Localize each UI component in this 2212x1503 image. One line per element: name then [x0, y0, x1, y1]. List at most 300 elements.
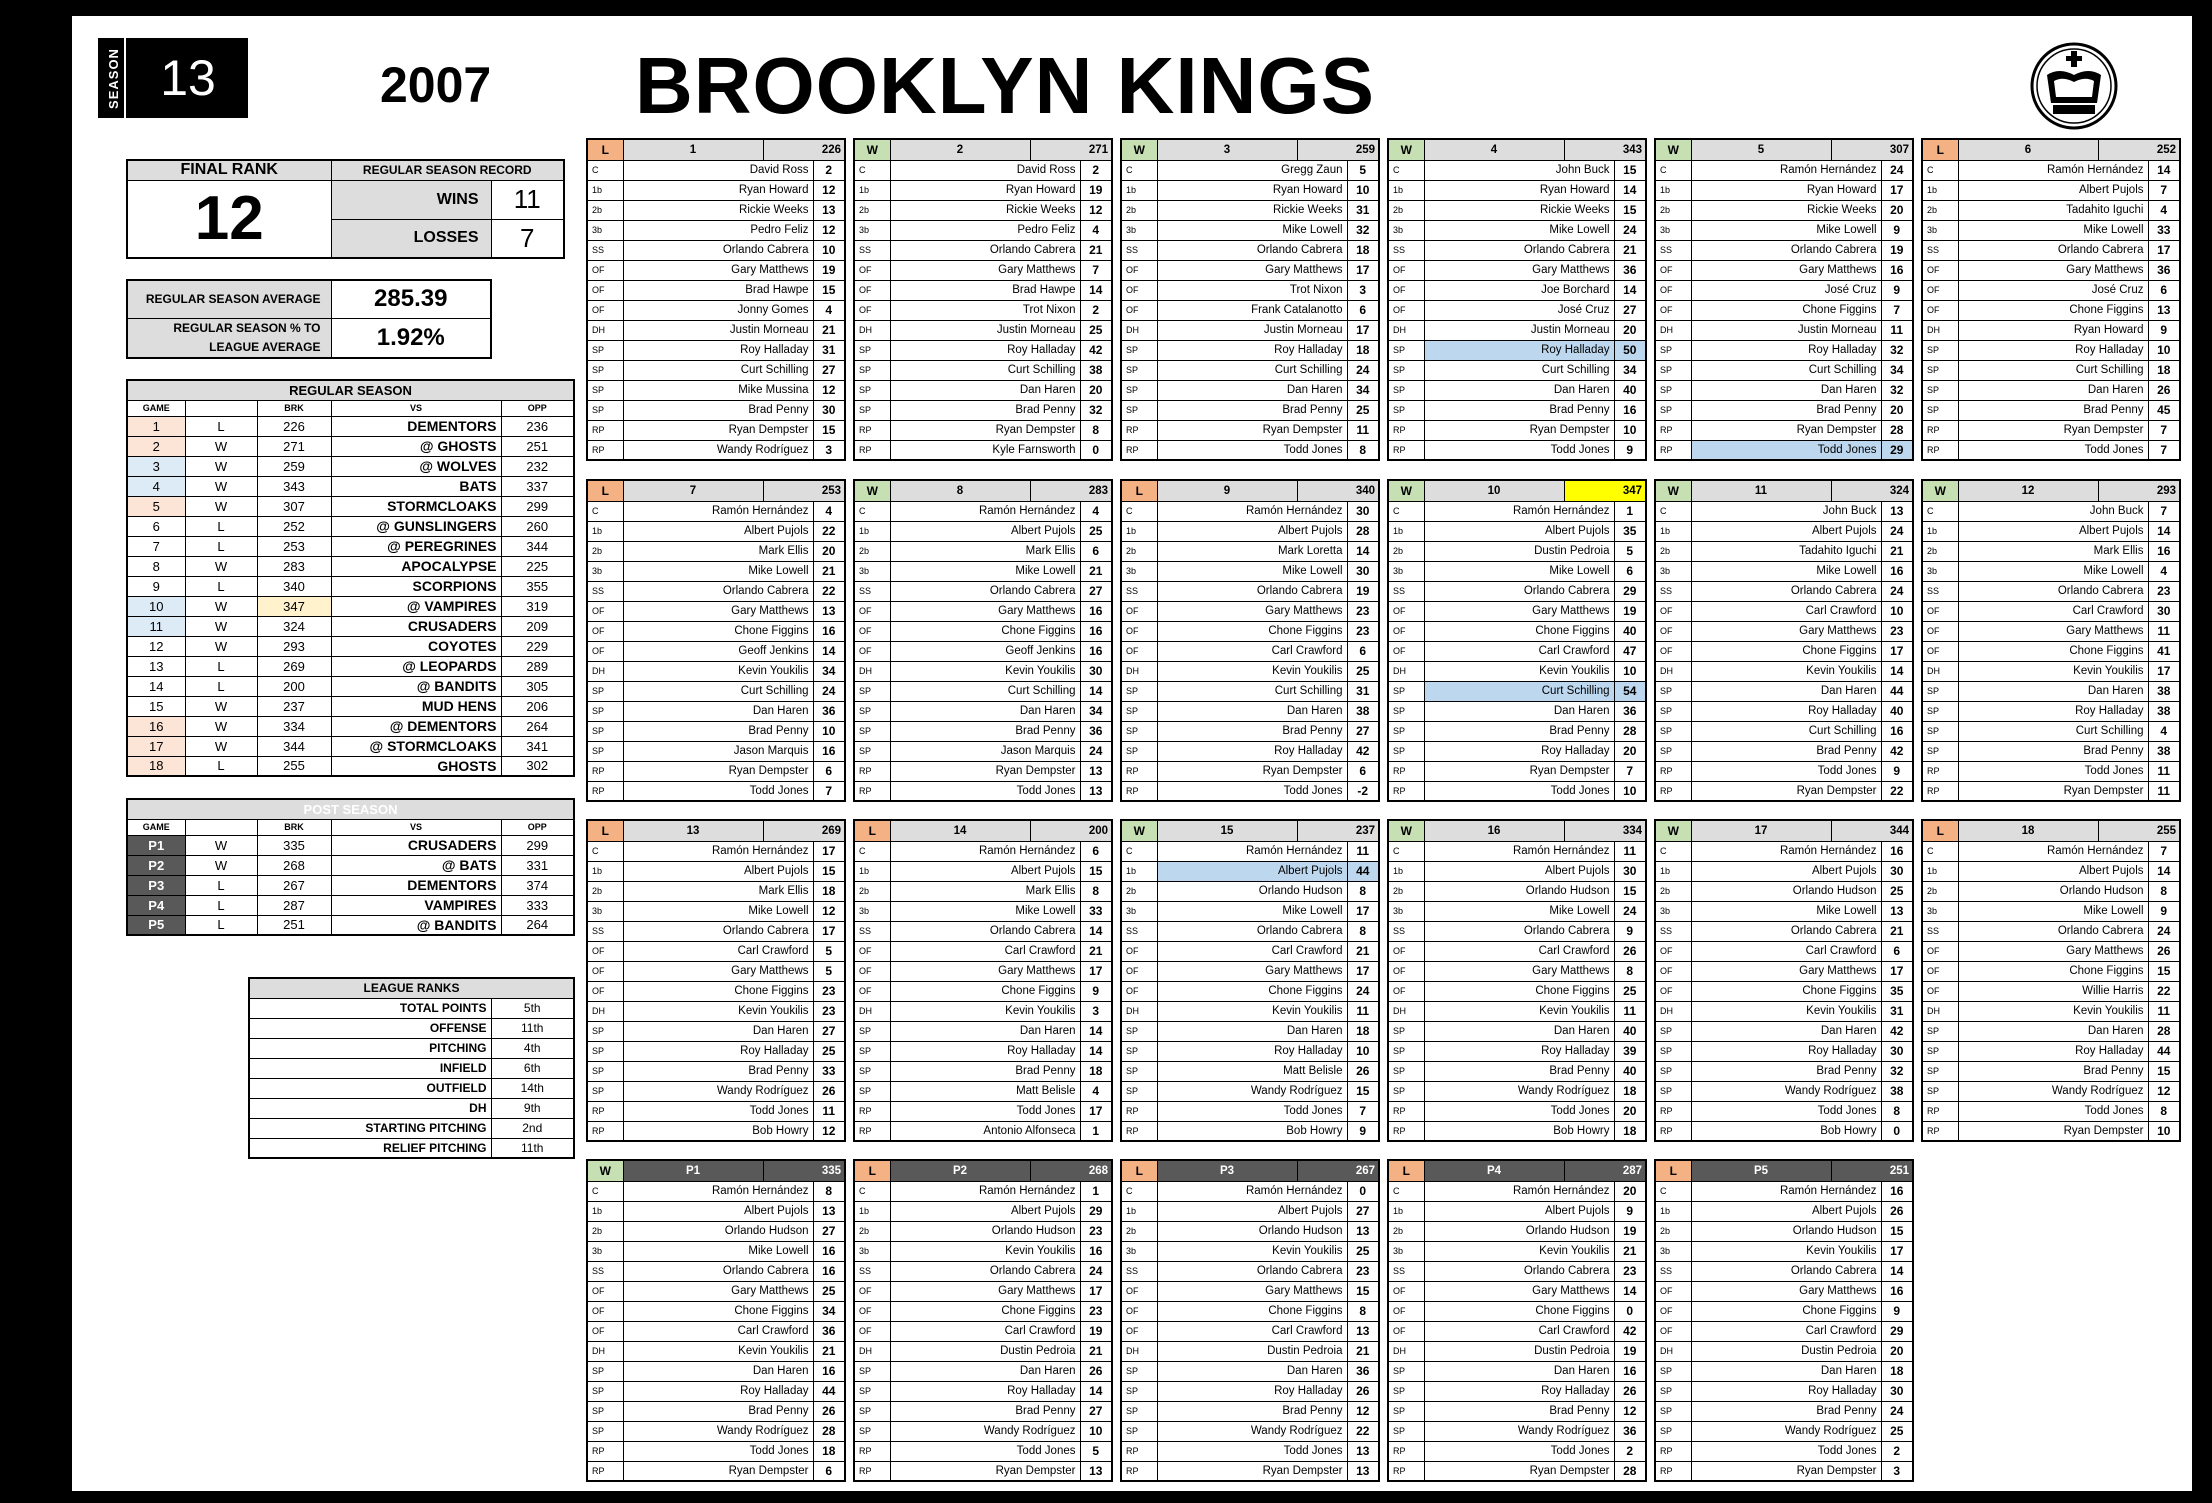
player-row [1922, 260, 2180, 280]
player-row [1121, 1261, 1379, 1281]
player-row [587, 621, 845, 641]
player-name: Albert Pujols [623, 1201, 813, 1221]
player-points: 0 [1614, 1301, 1646, 1321]
player-row [1388, 1241, 1646, 1261]
player-name: Carl Crawford [1157, 641, 1347, 661]
player-position: RP [854, 761, 890, 781]
player-row [587, 941, 845, 961]
player-name: Dan Haren [1958, 380, 2148, 400]
player-row [854, 501, 1112, 521]
player-row [854, 641, 1112, 661]
player-points: 28 [813, 1421, 845, 1441]
player-row [587, 1181, 845, 1201]
schedule-row [127, 636, 574, 656]
player-position: 1b [1121, 521, 1157, 541]
player-row [854, 941, 1112, 961]
player-points: 8 [2148, 881, 2180, 901]
player-row [1922, 701, 2180, 721]
player-position: SP [1655, 1021, 1691, 1041]
player-row [1121, 541, 1379, 561]
game-total-score: 251 [1831, 1160, 1913, 1181]
player-name: Mike Lowell [623, 901, 813, 921]
game-label: 18 [1958, 820, 2098, 841]
player-name: Ryan Dempster [1157, 761, 1347, 781]
player-position: SP [1922, 681, 1958, 701]
player-name: Gary Matthews [623, 260, 813, 280]
player-row [1655, 941, 1913, 961]
player-name: Frank Catalanotto [1157, 300, 1347, 320]
post-game-table [586, 1159, 846, 1482]
player-row [1655, 380, 1913, 400]
player-position: SP [1388, 1401, 1424, 1421]
player-points: 21 [813, 320, 845, 340]
opponent: @ PEREGRINES [331, 536, 501, 556]
player-points: 5 [1347, 160, 1379, 180]
player-name: Wandy Rodríguez [1691, 1421, 1881, 1441]
player-name: Gary Matthews [623, 601, 813, 621]
player-position: OF [1922, 941, 1958, 961]
player-row [854, 1261, 1112, 1281]
player-row [1388, 380, 1646, 400]
game-result: W [185, 616, 257, 636]
player-position: OF [587, 280, 623, 300]
player-name: Dustin Pedroia [1424, 541, 1614, 561]
player-name: Gary Matthews [1424, 1281, 1614, 1301]
player-row [1655, 681, 1913, 701]
player-points: 6 [813, 761, 845, 781]
player-position: OF [587, 1281, 623, 1301]
game-result-badge: W [1655, 480, 1691, 501]
player-position: SP [1655, 701, 1691, 721]
player-name: Ramón Hernández [1691, 160, 1881, 180]
player-points: 7 [2148, 841, 2180, 861]
league-rank-row [249, 1098, 574, 1118]
player-row [1655, 781, 1913, 801]
player-position: 1b [1121, 1201, 1157, 1221]
player-row [1388, 420, 1646, 440]
brk-score: 271 [257, 436, 331, 456]
player-row [1388, 1181, 1646, 1201]
game-number: 13 [127, 656, 185, 676]
player-row [1121, 841, 1379, 861]
player-position: RP [587, 1121, 623, 1141]
player-name: Curt Schilling [623, 360, 813, 380]
player-row [1922, 521, 2180, 541]
player-points: 11 [2148, 781, 2180, 801]
player-row [1655, 300, 1913, 320]
player-name: Dan Haren [1691, 1361, 1881, 1381]
game-result-badge: L [587, 480, 623, 501]
player-position: RP [1655, 761, 1691, 781]
player-points: 7 [813, 781, 845, 801]
player-position: SS [1121, 921, 1157, 941]
player-points: 23 [1080, 1221, 1112, 1241]
player-row [587, 961, 845, 981]
player-name: Ryan Dempster [1691, 420, 1881, 440]
game-label: 14 [890, 820, 1030, 841]
player-name: Mark Ellis [623, 541, 813, 561]
player-points: 38 [2148, 681, 2180, 701]
opp-score: 206 [501, 696, 574, 716]
player-points: 17 [1080, 1101, 1112, 1121]
player-position: 2b [587, 541, 623, 561]
player-position: SP [1388, 340, 1424, 360]
player-name: Rickie Weeks [1691, 200, 1881, 220]
player-name: Gary Matthews [623, 1281, 813, 1301]
player-row [1655, 621, 1913, 641]
player-points: 38 [2148, 741, 2180, 761]
player-points: 18 [1614, 1121, 1646, 1141]
player-points: 15 [1347, 1081, 1379, 1101]
player-position: SP [1655, 1381, 1691, 1401]
player-position: OF [1655, 981, 1691, 1001]
player-row [1922, 1021, 2180, 1041]
player-points: 40 [1614, 1021, 1646, 1041]
player-points: 18 [1080, 1061, 1112, 1081]
player-name: Mike Lowell [1424, 901, 1614, 921]
post-game-result: W [185, 855, 257, 875]
player-row [587, 440, 845, 460]
player-name: Gary Matthews [890, 601, 1080, 621]
player-name: Roy Halladay [1691, 701, 1881, 721]
player-row [1388, 340, 1646, 360]
player-position: 3b [1655, 1241, 1691, 1261]
player-position: 2b [1655, 1221, 1691, 1241]
player-position: 2b [854, 881, 890, 901]
player-points: 27 [1347, 721, 1379, 741]
player-name: Gary Matthews [1691, 1281, 1881, 1301]
player-position: OF [1655, 961, 1691, 981]
player-position: SP [587, 1401, 623, 1421]
player-points: 36 [1347, 1361, 1379, 1381]
player-position: DH [587, 320, 623, 340]
game-result: W [185, 476, 257, 496]
player-name: Roy Halladay [1424, 1381, 1614, 1401]
player-name: Chone Figgins [623, 621, 813, 641]
opp-score: 209 [501, 616, 574, 636]
player-position: 2b [1922, 200, 1958, 220]
game-number: 8 [127, 556, 185, 576]
rank-value: 11th [491, 1138, 574, 1158]
player-position: 1b [587, 1201, 623, 1221]
player-row [1121, 300, 1379, 320]
player-position: SP [1922, 340, 1958, 360]
game-result-badge: L [587, 820, 623, 841]
player-position: DH [854, 1001, 890, 1021]
player-position: SP [1922, 380, 1958, 400]
team-season-page [72, 16, 2192, 1491]
player-points: 16 [1080, 621, 1112, 641]
player-position: SP [1922, 400, 1958, 420]
player-position: OF [1922, 621, 1958, 641]
player-row [1655, 721, 1913, 741]
player-points: 42 [1881, 1021, 1913, 1041]
player-name: Ryan Howard [1691, 180, 1881, 200]
player-points: 22 [813, 581, 845, 601]
player-position: 3b [1388, 901, 1424, 921]
post-col-header: OPP [501, 819, 574, 835]
player-position: OF [1922, 981, 1958, 1001]
player-name: Ryan Dempster [1958, 781, 2148, 801]
game-result: L [185, 516, 257, 536]
wins-value: 11 [491, 180, 564, 219]
player-position: RP [854, 420, 890, 440]
player-name: Albert Pujols [1958, 521, 2148, 541]
player-position: 3b [587, 561, 623, 581]
player-position: SS [587, 921, 623, 941]
player-row [1655, 1061, 1913, 1081]
game-label: 8 [890, 480, 1030, 501]
player-points: 44 [1881, 681, 1913, 701]
player-points: 31 [813, 340, 845, 360]
game-number: 3 [127, 456, 185, 476]
post-opp-score: 374 [501, 875, 574, 895]
player-row [1922, 320, 2180, 340]
brk-score: 200 [257, 676, 331, 696]
player-name: Ryan Dempster [890, 420, 1080, 440]
player-points: 0 [1080, 440, 1112, 460]
player-name: Todd Jones [1157, 1441, 1347, 1461]
player-points: 17 [1881, 641, 1913, 661]
page-frame [8, 8, 2204, 1495]
player-row [1121, 941, 1379, 961]
post-game-result: W [185, 835, 257, 855]
player-row [1388, 921, 1646, 941]
player-row [587, 1021, 845, 1041]
player-position: 2b [587, 1221, 623, 1241]
player-position: RP [1655, 781, 1691, 801]
reg-col-header: GAME [127, 400, 185, 416]
game-total-score: 334 [1564, 820, 1646, 841]
player-row [1655, 220, 1913, 240]
player-position: OF [1388, 941, 1424, 961]
player-points: 25 [1080, 320, 1112, 340]
player-name: Ramón Hernández [1424, 1181, 1614, 1201]
player-name: Brad Penny [623, 1401, 813, 1421]
player-row [1655, 1201, 1913, 1221]
opp-score: 225 [501, 556, 574, 576]
game-label: 17 [1691, 820, 1831, 841]
post-brk-score: 267 [257, 875, 331, 895]
game-result-badge: W [854, 480, 890, 501]
player-points: 38 [1881, 1081, 1913, 1101]
player-points: 3 [813, 440, 845, 460]
player-row [854, 1301, 1112, 1321]
player-points: 2 [1080, 300, 1112, 320]
game-header-row [1388, 1160, 1646, 1181]
player-name: Brad Penny [1424, 721, 1614, 741]
player-name: Brad Penny [1157, 1401, 1347, 1421]
player-row [854, 581, 1112, 601]
player-points: 8 [1881, 1101, 1913, 1121]
player-position: OF [587, 621, 623, 641]
player-row [1922, 280, 2180, 300]
player-points: 8 [1080, 420, 1112, 440]
player-name: Jason Marquis [890, 741, 1080, 761]
player-points: 27 [1347, 1201, 1379, 1221]
player-points: 28 [2148, 1021, 2180, 1041]
player-name: Todd Jones [890, 1101, 1080, 1121]
player-points: 14 [1080, 1381, 1112, 1401]
player-name: Mike Lowell [623, 1241, 813, 1261]
player-points: 22 [1347, 1421, 1379, 1441]
player-name: Albert Pujols [1424, 1201, 1614, 1221]
post-opp-score: 333 [501, 895, 574, 915]
player-name: Carl Crawford [1424, 1321, 1614, 1341]
player-name: Todd Jones [623, 781, 813, 801]
player-points: 4 [1080, 1081, 1112, 1101]
player-position: 2b [1388, 200, 1424, 220]
player-name: Roy Halladay [890, 340, 1080, 360]
player-position: RP [1922, 1121, 1958, 1141]
game-number: 5 [127, 496, 185, 516]
player-name: Chone Figgins [1157, 621, 1347, 641]
game-total-score: 340 [1297, 480, 1379, 501]
player-position: SP [1655, 1421, 1691, 1441]
player-row [1655, 701, 1913, 721]
player-points: 12 [813, 180, 845, 200]
post-opp-score: 264 [501, 915, 574, 935]
player-name: Dan Haren [623, 701, 813, 721]
player-position: SP [587, 400, 623, 420]
player-points: 2 [813, 160, 845, 180]
player-row [1388, 981, 1646, 1001]
player-row [587, 921, 845, 941]
player-position: SP [854, 1401, 890, 1421]
game-table [1654, 479, 1914, 802]
player-row [854, 1401, 1112, 1421]
player-name: Ryan Dempster [1691, 781, 1881, 801]
player-points: 18 [1614, 1081, 1646, 1101]
player-row [1388, 881, 1646, 901]
player-points: 12 [813, 1121, 845, 1141]
player-name: Brad Penny [1958, 1061, 2148, 1081]
game-result: L [185, 656, 257, 676]
player-position: SP [1922, 1041, 1958, 1061]
player-points: 9 [1614, 921, 1646, 941]
player-position: OF [1388, 641, 1424, 661]
player-row [1655, 1361, 1913, 1381]
player-name: Curt Schilling [1691, 360, 1881, 380]
player-name: Wandy Rodríguez [623, 1081, 813, 1101]
player-name: Carl Crawford [1691, 941, 1881, 961]
post-season-title: POST SEASON [127, 799, 574, 819]
player-points: 26 [1080, 1361, 1112, 1381]
player-row [587, 761, 845, 781]
player-points: 10 [1614, 781, 1646, 801]
player-row [1121, 1281, 1379, 1301]
player-position: 3b [1121, 561, 1157, 581]
player-position: SS [587, 240, 623, 260]
player-name: Ryan Dempster [1958, 420, 2148, 440]
player-name: Roy Halladay [1691, 340, 1881, 360]
player-row [1922, 180, 2180, 200]
player-name: Ramón Hernández [1958, 841, 2148, 861]
player-row [854, 320, 1112, 340]
player-position: 3b [854, 901, 890, 921]
opponent: BATS [331, 476, 501, 496]
player-points: 12 [813, 380, 845, 400]
game-number: 4 [127, 476, 185, 496]
player-row [587, 681, 845, 701]
player-points: 45 [2148, 400, 2180, 420]
player-position: RP [587, 1101, 623, 1121]
opponent: @ WOLVES [331, 456, 501, 476]
rank-value: 9th [491, 1098, 574, 1118]
player-row [1388, 761, 1646, 781]
opp-score: 337 [501, 476, 574, 496]
player-name: Albert Pujols [1157, 521, 1347, 541]
player-points: 15 [2148, 961, 2180, 981]
player-row [1655, 440, 1913, 460]
player-row [1655, 761, 1913, 781]
game-table [1120, 819, 1380, 1142]
player-name: Brad Penny [1691, 1061, 1881, 1081]
post-col-header: GAME [127, 819, 185, 835]
player-row [1655, 1281, 1913, 1301]
player-points: 4 [813, 300, 845, 320]
season-badge [98, 38, 248, 118]
player-row [1121, 1341, 1379, 1361]
player-points: 11 [1614, 1001, 1646, 1021]
player-name: Albert Pujols [623, 521, 813, 541]
player-name: Todd Jones [1691, 440, 1881, 460]
player-name: Ramón Hernández [1424, 501, 1614, 521]
player-points: 36 [1614, 260, 1646, 280]
player-position: SP [1388, 1041, 1424, 1061]
player-position: OF [1121, 601, 1157, 621]
player-name: Justin Morneau [890, 320, 1080, 340]
opponent: @ LEOPARDS [331, 656, 501, 676]
player-points: 26 [1347, 1381, 1379, 1401]
player-name: Chone Figgins [1691, 981, 1881, 1001]
average-table [126, 279, 492, 359]
player-points: 13 [813, 601, 845, 621]
player-name: Todd Jones [1424, 1101, 1614, 1121]
player-points: 27 [1080, 581, 1112, 601]
player-points: 14 [1080, 921, 1112, 941]
player-position: SP [587, 380, 623, 400]
player-position: OF [1655, 621, 1691, 641]
player-row [854, 841, 1112, 861]
player-position: SS [1655, 1261, 1691, 1281]
player-name: Orlando Hudson [623, 1221, 813, 1241]
player-position: 1b [1655, 180, 1691, 200]
player-points: 6 [1080, 841, 1112, 861]
player-row [1121, 1401, 1379, 1421]
player-points: 1 [1080, 1181, 1112, 1201]
player-name: Kevin Youkilis [623, 1001, 813, 1021]
player-position: C [1388, 1181, 1424, 1201]
player-name: Kevin Youkilis [1958, 1001, 2148, 1021]
game-result: W [185, 596, 257, 616]
player-points: 40 [1614, 621, 1646, 641]
post-game-table [1120, 1159, 1380, 1482]
player-name: Orlando Cabrera [1424, 1261, 1614, 1281]
regular-season-title: REGULAR SEASON [127, 380, 574, 400]
player-points: 7 [1614, 761, 1646, 781]
player-points: 26 [813, 1081, 845, 1101]
player-points: 21 [1881, 921, 1913, 941]
player-row [1388, 641, 1646, 661]
player-row [587, 1041, 845, 1061]
player-position: RP [1388, 420, 1424, 440]
player-name: Mark Ellis [890, 881, 1080, 901]
player-name: Roy Halladay [890, 1041, 1080, 1061]
player-points: 38 [2148, 701, 2180, 721]
pct-label: REGULAR SEASON % TO LEAGUE AVERAGE [127, 318, 331, 358]
player-points: 34 [1881, 360, 1913, 380]
